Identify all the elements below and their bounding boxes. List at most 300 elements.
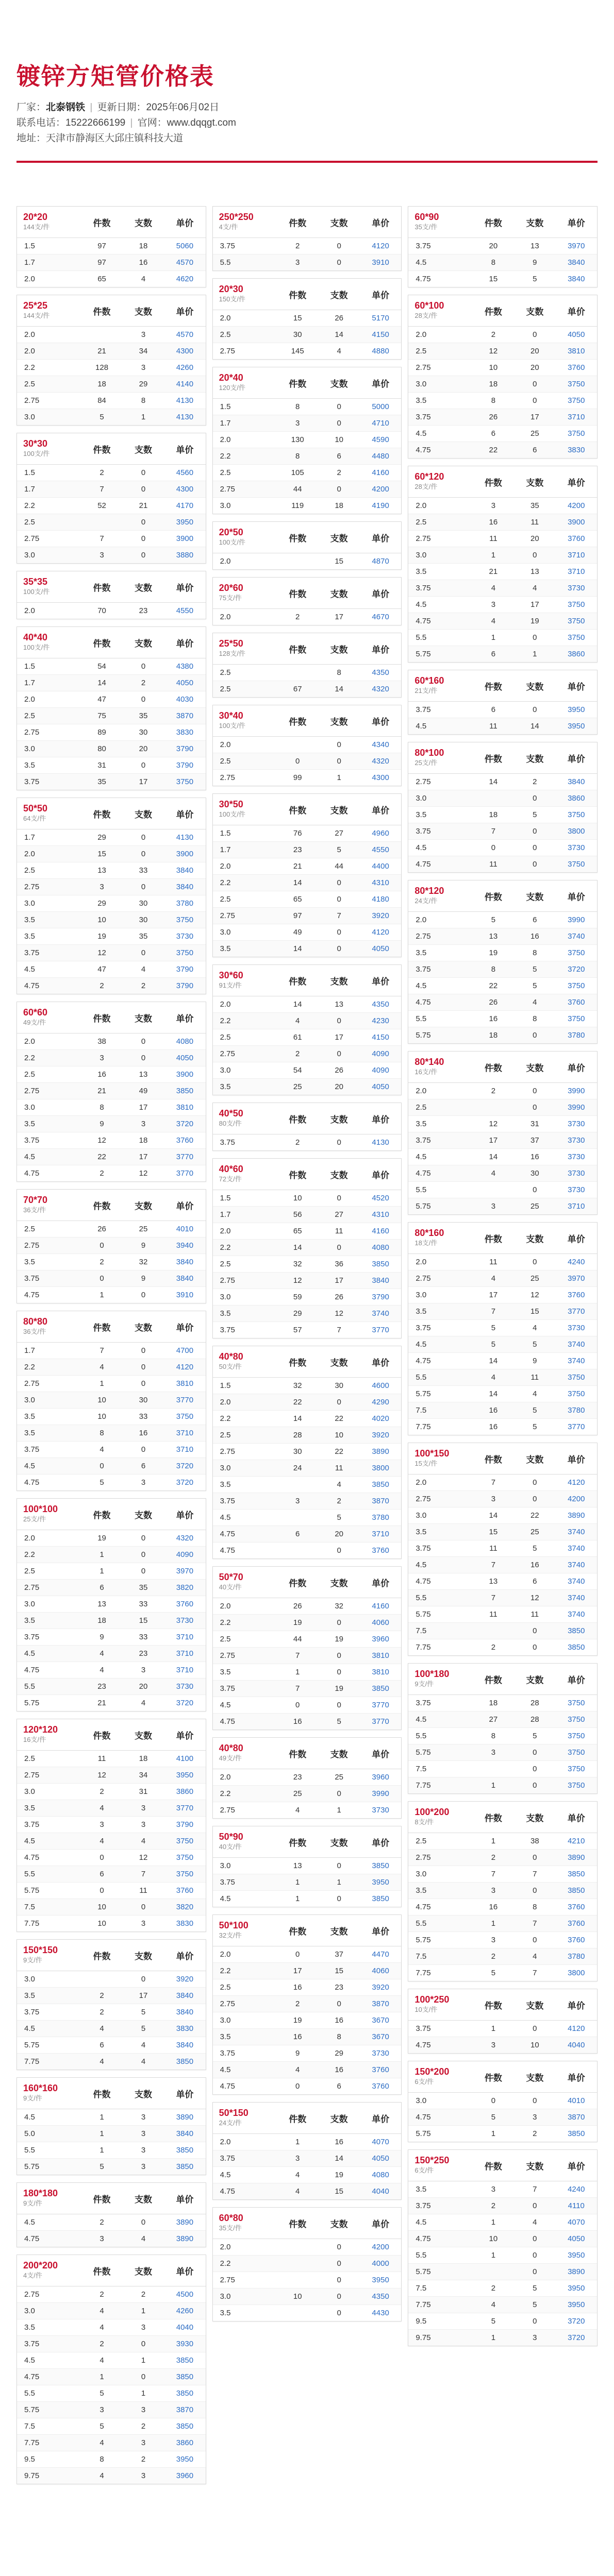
bundles-cell: 65 <box>97 275 106 283</box>
spec-size: 40*50 <box>219 1108 243 1118</box>
pieces-cell: 0 <box>318 238 359 255</box>
pieces-cell: 19 <box>318 2167 359 2183</box>
bundles-cell: 1 <box>81 1547 122 1563</box>
bundles-cell: 59 <box>277 1289 318 1306</box>
table-row <box>213 1207 402 1223</box>
pieces-cell: 2 <box>123 2451 164 2468</box>
thickness-cell: 5.5 <box>408 1916 472 1932</box>
bundles-cell: 18 <box>473 807 514 823</box>
header-bundles: 件数 <box>473 1664 514 1695</box>
table-row <box>17 547 206 564</box>
spec-cell <box>213 2208 277 2239</box>
header-bundles: 件数 <box>473 295 514 327</box>
pieces-cell: 4 <box>514 1948 555 1965</box>
header-price: 单价 <box>360 2208 401 2239</box>
thickness-cell: 3.5 <box>17 1425 81 1442</box>
thickness-cell: 3.75 <box>17 774 81 790</box>
pieces-cell: 5 <box>318 1714 359 1730</box>
table-row <box>213 1786 402 1802</box>
table-row <box>408 2198 597 2214</box>
pieces-cell: 25 <box>514 1524 555 1540</box>
price-cell: 4020 <box>360 1411 401 1427</box>
pieces-cell: 2 <box>318 465 359 481</box>
price-cell: 3960 <box>360 1769 401 1786</box>
thickness-cell: 2.75 <box>213 1273 277 1289</box>
date-label: 更新日期： <box>97 102 146 113</box>
thickness-cell: 2.75 <box>408 360 472 376</box>
header-pieces: 支数 <box>318 1915 359 1946</box>
pieces-cell: 6 <box>123 1458 164 1475</box>
price-cell: 4090 <box>164 1547 205 1563</box>
pieces-cell: 0 <box>514 1027 555 1044</box>
pieces-cell: 0 <box>533 1643 537 1652</box>
price-cell: 3860 <box>556 646 597 663</box>
pieces-cell: 1 <box>337 773 341 782</box>
price-table <box>213 705 402 786</box>
header-bundles: 件数 <box>81 571 122 603</box>
price-table <box>408 742 597 872</box>
price-cell: 3740 <box>556 1524 597 1540</box>
price-cell: 4120 <box>556 2021 597 2037</box>
price-cell: 3800 <box>568 1969 585 1977</box>
price-cell: 3730 <box>556 1116 597 1132</box>
header-bundles: 件数 <box>277 1826 318 1858</box>
price-table <box>408 207 597 287</box>
price-cell: 3740 <box>556 1590 597 1606</box>
pieces-cell: 23 <box>123 1646 164 1662</box>
thickness-cell: 2.2 <box>213 1786 277 1802</box>
header-price: 单价 <box>360 367 401 399</box>
table-row <box>408 840 597 856</box>
price-cell: 3840 <box>556 255 597 271</box>
spec-cell <box>17 798 81 829</box>
bundles-cell: 5 <box>473 2109 514 2126</box>
thickness-cell: 5.5 <box>408 1369 472 1386</box>
table-row <box>17 1409 206 1425</box>
thickness-cell: 3.75 <box>213 238 277 255</box>
pieces-cell: 0 <box>514 630 555 646</box>
table-header-row <box>408 670 597 702</box>
header-bundles: 件数 <box>277 1159 318 1190</box>
thickness-cell: 3.5 <box>213 1079 277 1095</box>
thickness-cell: 5.75 <box>17 2402 81 2418</box>
price-cell: 3750 <box>164 912 205 928</box>
price-cell: 3870 <box>164 708 205 724</box>
spec-size: 100*200 <box>414 1807 450 1817</box>
spec-pack: 100支/件 <box>219 810 245 818</box>
price-cell: 4380 <box>164 658 205 675</box>
spec-pack: 32支/件 <box>219 1931 242 1939</box>
table-header-row <box>408 880 597 912</box>
price-cell: 3800 <box>556 823 597 840</box>
price-cell: 4350 <box>360 996 401 1013</box>
pieces-cell: 3 <box>123 2109 164 2126</box>
thickness-cell: 2.75 <box>17 724 81 741</box>
price-table <box>213 1915 402 2094</box>
bundles-cell: 2 <box>295 1138 300 1147</box>
header-price: 单价 <box>360 279 401 310</box>
table-header-row <box>17 1940 206 1971</box>
pieces-cell: 0 <box>123 2336 164 2352</box>
bundles-cell: 22 <box>81 1149 122 1165</box>
bundles-cell: 12 <box>473 343 514 360</box>
bundles-cell: 3 <box>473 2181 514 2198</box>
price-cell: 3990 <box>556 912 597 928</box>
bundles-cell: 19 <box>81 928 122 945</box>
bundles-cell: 7 <box>473 823 514 840</box>
pieces-cell: 0 <box>514 2093 555 2109</box>
price-cell: 3750 <box>556 1777 597 1794</box>
pieces-cell: 7 <box>123 1866 164 1883</box>
header-pieces: 支数 <box>514 1664 555 1695</box>
pieces-cell: 8 <box>514 1011 555 1027</box>
table-header-row <box>408 1052 597 1083</box>
bundles-cell: 29 <box>277 1306 318 1322</box>
price-cell: 4090 <box>360 1062 401 1079</box>
bundles-cell: 31 <box>81 757 122 774</box>
price-cell: 3850 <box>164 2385 205 2402</box>
thickness-cell: 3.5 <box>408 1303 472 1320</box>
bundles-cell: 6 <box>81 1580 122 1596</box>
price-table <box>408 1052 597 1214</box>
bundles-cell: 44 <box>277 481 318 498</box>
table-row <box>408 1623 597 1639</box>
table-row <box>408 928 597 945</box>
header-price: 单价 <box>164 2183 205 2214</box>
price-cell: 4130 <box>164 829 205 846</box>
price-table <box>408 466 597 662</box>
thickness-cell: 2.2 <box>213 2256 277 2272</box>
price-table <box>17 295 206 425</box>
thickness-cell: 7.5 <box>408 2280 472 2297</box>
spec-size: 100*250 <box>414 1994 450 2005</box>
bundles-cell: 13 <box>277 1858 318 1874</box>
bundles-cell <box>81 514 122 531</box>
bundles-cell: 4 <box>473 2297 514 2313</box>
pieces-cell: 18 <box>123 1132 164 1149</box>
table-row <box>17 409 206 426</box>
bundles-cell: 2 <box>295 613 300 621</box>
table-row <box>408 774 597 790</box>
bundles-cell: 7 <box>81 531 122 547</box>
table-row <box>17 603 206 619</box>
spec-table <box>16 1939 206 2070</box>
pieces-cell: 28 <box>514 1695 555 1711</box>
thickness-cell: 3.75 <box>408 2198 472 2214</box>
spec-size: 20*50 <box>219 527 243 537</box>
pieces-cell: 22 <box>514 1507 555 1524</box>
pieces-cell: 0 <box>514 1182 555 1198</box>
table-row <box>17 2435 206 2451</box>
price-table <box>408 880 597 1043</box>
header-bundles: 件数 <box>81 1940 122 1971</box>
bundles-cell: 1 <box>81 2142 122 2159</box>
thickness-cell: 1.7 <box>17 1343 81 1359</box>
pieces-cell: 30 <box>123 1392 164 1409</box>
price-cell: 3830 <box>164 724 205 741</box>
table-row <box>213 842 402 858</box>
price-cell: 3890 <box>556 2264 597 2280</box>
thickness-cell: 4.75 <box>408 2109 472 2126</box>
bundles-cell: 11 <box>473 1606 514 1623</box>
bundles-cell: 30 <box>277 1444 318 1460</box>
table-row <box>213 1444 402 1460</box>
price-cell: 4060 <box>360 1615 401 1631</box>
bundles-cell: 3 <box>277 255 318 271</box>
price-table <box>213 965 402 1095</box>
price-cell: 3730 <box>556 1132 597 1149</box>
price-cell: 4070 <box>360 2134 401 2150</box>
spec-size: 180*180 <box>23 2188 58 2198</box>
price-table <box>408 2061 597 2142</box>
thickness-cell: 2.2 <box>213 1963 277 1979</box>
price-table <box>213 1159 402 1338</box>
spec-size: 40*60 <box>219 1164 243 1174</box>
bundles-cell: 2 <box>81 1254 122 1270</box>
page-header <box>16 0 598 163</box>
thickness-cell: 3.0 <box>408 376 472 393</box>
spec-table <box>408 670 598 735</box>
price-cell: 3950 <box>360 1874 401 1891</box>
table-row <box>17 1132 206 1149</box>
spec-cell <box>213 1826 277 1858</box>
price-cell: 4550 <box>360 842 401 858</box>
bundles-cell: 8 <box>81 2451 122 2468</box>
bundles-cell: 3 <box>473 1491 514 1507</box>
spec-pack: 28支/件 <box>414 483 438 490</box>
spec-cell <box>17 295 81 327</box>
header-pieces: 支数 <box>514 742 555 774</box>
pieces-cell: 3 <box>141 1478 146 1487</box>
spec-table <box>16 2182 206 2247</box>
thickness-cell: 2.5 <box>213 1631 277 1648</box>
pieces-cell: 3 <box>514 2109 555 2126</box>
spec-table <box>212 2207 402 2321</box>
pieces-cell: 3 <box>123 1662 164 1679</box>
pieces-cell: 0 <box>318 875 359 891</box>
table-row <box>213 255 402 271</box>
pieces-cell: 1 <box>123 2303 164 2319</box>
thickness-cell: 3.75 <box>408 2021 472 2037</box>
table-row <box>17 1530 206 1547</box>
pieces-cell: 5 <box>533 275 537 283</box>
pieces-cell: 5 <box>514 1402 555 1419</box>
price-table <box>213 1738 402 1818</box>
price-cell: 4190 <box>372 501 389 510</box>
thickness-cell: 3.0 <box>17 547 81 564</box>
pieces-cell: 4 <box>337 347 341 355</box>
pieces-cell: 37 <box>318 1946 359 1963</box>
thickness-cell: 4.5 <box>220 1894 231 1903</box>
table-row <box>213 1493 402 1510</box>
thickness-cell: 3.75 <box>213 1493 277 1510</box>
table-row <box>17 1629 206 1646</box>
spec-pack: 15支/件 <box>414 1460 438 1467</box>
spec-table <box>212 633 402 698</box>
price-cell: 3950 <box>556 718 597 735</box>
price-cell: 3850 <box>372 1894 389 1903</box>
table-row <box>408 531 597 547</box>
bundles-cell: 13 <box>473 1573 514 1590</box>
header-bundles: 件数 <box>473 1223 514 1254</box>
price-cell: 3710 <box>164 1442 205 1458</box>
pieces-cell: 32 <box>318 1598 359 1615</box>
bundles-cell: 10 <box>81 1899 122 1916</box>
thickness-cell: 3.5 <box>408 1883 472 1899</box>
pieces-cell: 0 <box>123 879 164 895</box>
table-row <box>17 2109 206 2126</box>
price-cell: 3750 <box>556 978 597 994</box>
spec-table <box>212 1158 402 1338</box>
thickness-cell: 3.75 <box>17 1817 81 1833</box>
pieces-cell: 3 <box>123 1116 164 1132</box>
pieces-cell: 0 <box>514 1932 555 1948</box>
price-cell: 4320 <box>164 1530 205 1547</box>
thickness-cell: 7.5 <box>17 2418 81 2435</box>
bundles-cell: 67 <box>277 681 318 698</box>
spec-pack: 24支/件 <box>219 2119 242 2127</box>
bundles-cell: 11 <box>473 1540 514 1557</box>
bundles-cell: 4 <box>473 580 514 597</box>
bundles-cell: 2 <box>99 1169 104 1178</box>
bundles-cell: 4 <box>81 1833 122 1850</box>
thickness-cell: 2.0 <box>220 557 231 566</box>
price-cell: 3710 <box>164 1646 205 1662</box>
bundles-cell: 11 <box>473 856 514 873</box>
price-cell: 4550 <box>176 606 194 615</box>
thickness-cell: 2.0 <box>17 1530 81 1547</box>
bundles-cell: 128 <box>81 360 122 376</box>
thickness-cell: 1.5 <box>17 238 81 255</box>
table-row <box>213 415 402 432</box>
table-row <box>17 531 206 547</box>
table-row <box>17 514 206 531</box>
table-row <box>17 2369 206 2385</box>
pieces-cell: 0 <box>123 1899 164 1916</box>
bundles-cell: 0 <box>277 1946 318 1963</box>
thickness-cell: 1.5 <box>17 658 81 675</box>
pieces-cell: 0 <box>123 1343 164 1359</box>
pieces-cell: 0 <box>514 376 555 393</box>
table-row <box>17 465 206 481</box>
thickness-cell: 3.5 <box>17 1613 81 1629</box>
bundles-cell: 4 <box>81 2054 122 2070</box>
price-cell: 3860 <box>164 1784 205 1800</box>
contact-line <box>16 115 598 131</box>
phone-number[interactable]: 15222666199 <box>65 117 126 128</box>
thickness-cell: 2.5 <box>408 343 472 360</box>
table-row <box>408 1639 597 1656</box>
price-cell: 3750 <box>164 1850 205 1866</box>
thickness-cell: 4.75 <box>408 2231 472 2247</box>
website-link[interactable]: www.dqqgt.com <box>167 117 236 128</box>
table-row <box>408 580 597 597</box>
price-cell: 4300 <box>164 343 205 360</box>
table-row <box>213 753 402 770</box>
thickness-cell: 2.5 <box>17 862 81 879</box>
spec-table <box>16 571 206 619</box>
header-bundles: 件数 <box>277 1738 318 1769</box>
table-row <box>213 858 402 875</box>
thickness-cell: 2.75 <box>220 347 235 355</box>
price-cell: 3870 <box>360 1996 401 2012</box>
thickness-cell: 2.0 <box>408 1083 472 1099</box>
bundles-cell <box>473 1761 514 1777</box>
header-price: 单价 <box>556 2061 597 2093</box>
thickness-cell: 4.5 <box>408 597 472 613</box>
thickness-cell: 1.7 <box>17 255 81 271</box>
address-text: 天津市静海区大邱庄镇科技大道 <box>46 133 184 144</box>
bundles-cell: 16 <box>473 514 514 531</box>
spec-size: 30*50 <box>219 799 243 809</box>
header-pieces: 支数 <box>318 1567 359 1598</box>
table-row <box>213 343 402 360</box>
bundles-cell <box>81 327 122 343</box>
spec-table <box>16 1719 206 1932</box>
bundles-cell: 23 <box>81 1679 122 1695</box>
table-row <box>213 327 402 343</box>
bundles-cell: 3 <box>81 547 122 564</box>
pieces-cell: 34 <box>123 343 164 360</box>
header-price: 单价 <box>556 1052 597 1083</box>
pieces-cell: 5 <box>514 961 555 978</box>
thickness-cell: 5.75 <box>408 1386 472 1402</box>
price-table <box>17 1002 206 1181</box>
pieces-cell: 19 <box>318 1631 359 1648</box>
thickness-cell: 1.5 <box>213 1378 277 1394</box>
thickness-cell: 5.75 <box>416 2129 431 2138</box>
bundles-cell: 19 <box>277 1615 318 1631</box>
pieces-cell: 0 <box>514 790 555 807</box>
price-cell: 4310 <box>360 1207 401 1223</box>
bundles-cell: 12 <box>473 1116 514 1132</box>
pieces-cell: 10 <box>318 432 359 448</box>
price-table <box>17 207 206 287</box>
thickness-cell: 3.75 <box>408 238 472 255</box>
spec-size: 50*70 <box>219 1572 243 1582</box>
spec-pack: 50支/件 <box>219 1363 242 1370</box>
spec-cell <box>408 207 472 238</box>
price-cell: 4050 <box>164 1050 205 1066</box>
bundles-cell: 26 <box>473 994 514 1011</box>
thickness-cell: 3.75 <box>220 1138 235 1147</box>
table-row <box>408 409 597 426</box>
table-row <box>213 1963 402 1979</box>
table-header-row <box>408 2150 597 2181</box>
pieces-cell: 0 <box>318 2272 359 2289</box>
pieces-cell: 0 <box>337 1138 341 1147</box>
bundles-cell: 3 <box>81 2402 122 2418</box>
price-cell: 4010 <box>556 2093 597 2109</box>
pieces-cell: 26 <box>318 1289 359 1306</box>
pieces-cell: 0 <box>123 2369 164 2385</box>
pieces-cell: 5 <box>514 2280 555 2297</box>
bundles-cell: 8 <box>81 1425 122 1442</box>
header-pieces: 支数 <box>318 207 359 238</box>
thickness-cell: 5.75 <box>24 1699 40 1707</box>
table-row <box>213 2305 402 2321</box>
bundles-cell: 54 <box>81 658 122 675</box>
header-bundles: 件数 <box>277 794 318 825</box>
table-row <box>17 1971 206 1988</box>
price-cell: 5000 <box>360 399 401 415</box>
header-price: 单价 <box>360 965 401 996</box>
price-cell: 4040 <box>360 2183 401 2200</box>
price-cell: 3710 <box>556 547 597 564</box>
table-header-row <box>17 1002 206 1033</box>
thickness-cell: 2.0 <box>408 327 472 343</box>
header-pieces: 支数 <box>123 1940 164 1971</box>
